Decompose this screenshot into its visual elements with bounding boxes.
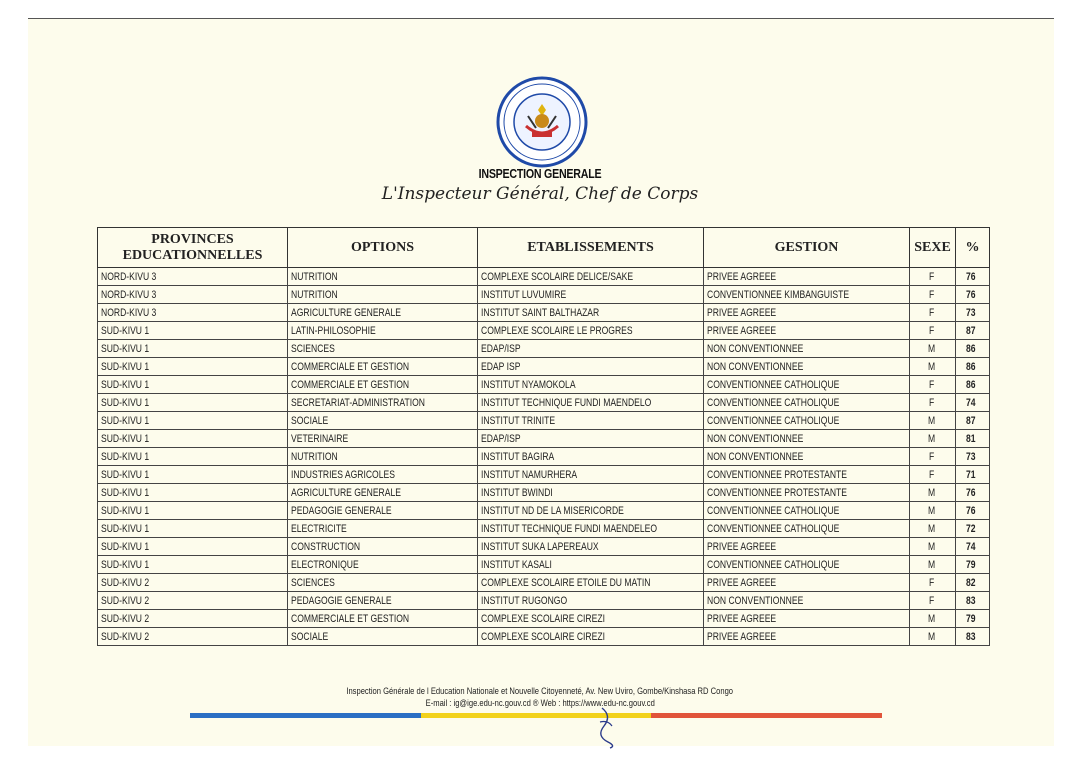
cell-sexe (910, 592, 956, 610)
cell-gestion (704, 592, 910, 610)
cell-option-text: NUTRITION (291, 450, 338, 463)
cell-gestion (704, 376, 910, 394)
cell-etablissement (478, 448, 704, 466)
cell-gestion-text: CONVENTIONNEE CATHOLIQUE (707, 522, 840, 535)
cell-percent-text: 87 (966, 414, 976, 427)
cell-etablissement (478, 358, 704, 376)
rdc-seal-logo (496, 76, 588, 168)
cell-sexe-text: F (929, 270, 935, 283)
cell-sexe (910, 412, 956, 430)
cell-gestion (704, 628, 910, 646)
cell-percent-text: 76 (966, 288, 976, 301)
footer-address-text: Inspection Générale de l Education Nationale et Nouvelle Citoyenneté, Av. New Uviro, Gombe/Kinshasa RD Congo (346, 686, 734, 697)
cell-province-text: SUD-KIVU 1 (101, 504, 150, 517)
cell-sexe (910, 502, 956, 520)
cell-option (288, 304, 478, 322)
cell-province-text: SUD-KIVU 1 (101, 486, 150, 499)
cell-percent-text: 76 (966, 486, 976, 499)
cell-province (98, 304, 288, 322)
cell-etablissement-text: INSTITUT KASALI (481, 558, 552, 571)
cell-option-text: ELECTRICITE (291, 522, 347, 535)
cell-gestion-text: CONVENTIONNEE CATHOLIQUE (707, 558, 840, 571)
cell-province-text: SUD-KIVU 1 (101, 378, 150, 391)
cell-sexe (910, 268, 956, 286)
cell-province (98, 358, 288, 376)
cell-province-text: SUD-KIVU 1 (101, 342, 150, 355)
table-row (98, 520, 990, 538)
cell-etablissement-text: EDAP/ISP (481, 342, 521, 355)
cell-option (288, 286, 478, 304)
cell-etablissement-text: COMPLEXE SCOLAIRE CIREZI (481, 612, 605, 625)
cell-percent-text: 81 (966, 432, 976, 445)
header-provinces: PROVINCES EDUCATIONNELLES (98, 228, 288, 268)
header-sexe: SEXE (910, 228, 956, 268)
cell-province-text: SUD-KIVU 1 (101, 558, 150, 571)
table-row (98, 556, 990, 574)
cell-province-text: NORD-KIVU 3 (101, 306, 157, 319)
cell-etablissement-text: INSTITUT BWINDI (481, 486, 553, 499)
cell-province (98, 412, 288, 430)
table-row (98, 610, 990, 628)
cell-sexe-text: M (927, 522, 936, 535)
cell-gestion-text: PRIVEE AGREEE (707, 576, 777, 589)
cell-province (98, 538, 288, 556)
table-row (98, 430, 990, 448)
cell-percent-text: 82 (966, 576, 976, 589)
cell-etablissement-text: INSTITUT SAINT BALTHAZAR (481, 306, 600, 319)
cell-province-text: SUD-KIVU 1 (101, 450, 150, 463)
cell-etablissement-text: INSTITUT SUKA LAPEREAUX (481, 540, 599, 553)
cell-gestion-text: NON CONVENTIONNEE (707, 360, 804, 373)
cell-etablissement (478, 538, 704, 556)
cell-province (98, 520, 288, 538)
cell-etablissement-text: INSTITUT TECHNIQUE FUNDI MAENDELEO (481, 522, 658, 535)
header-options: OPTIONS (288, 228, 478, 268)
cell-etablissement (478, 268, 704, 286)
cell-province-text: NORD-KIVU 3 (101, 288, 157, 301)
cell-percent (956, 304, 990, 322)
cell-option-text: SECRETARIAT-ADMINISTRATION (291, 396, 425, 409)
cell-gestion (704, 448, 910, 466)
cell-option-text: LATIN-PHILOSOPHIE (291, 324, 376, 337)
cell-gestion (704, 502, 910, 520)
table-row (98, 412, 990, 430)
cell-etablissement (478, 466, 704, 484)
cell-percent (956, 376, 990, 394)
cell-option (288, 610, 478, 628)
cell-sexe-text: F (929, 396, 935, 409)
cell-gestion-text: NON CONVENTIONNEE (707, 432, 804, 445)
cell-etablissement-text: COMPLEXE SCOLAIRE LE PROGRES (481, 324, 633, 337)
cell-province (98, 610, 288, 628)
header-subtitle: L'Inspecteur Général, Chef de Corps (381, 184, 699, 204)
cell-sexe (910, 286, 956, 304)
cell-sexe-text: M (927, 504, 936, 517)
cell-sexe-text: F (929, 306, 935, 319)
cell-gestion (704, 412, 910, 430)
cell-gestion-text: CONVENTIONNEE PROTESTANTE (707, 468, 847, 481)
cell-percent (956, 448, 990, 466)
header-etablissements: ETABLISSEMENTS (478, 228, 704, 268)
cell-percent (956, 322, 990, 340)
cell-option-text: VETERINAIRE (291, 432, 349, 445)
cell-sexe-text: F (929, 594, 935, 607)
cell-sexe-text: F (929, 324, 935, 337)
cell-percent (956, 394, 990, 412)
cell-etablissement (478, 484, 704, 502)
cell-gestion-text: PRIVEE AGREEE (707, 270, 777, 283)
cell-option (288, 376, 478, 394)
cell-sexe-text: F (929, 378, 935, 391)
cell-option (288, 556, 478, 574)
cell-option (288, 358, 478, 376)
cell-gestion-text: NON CONVENTIONNEE (707, 594, 804, 607)
cell-sexe-text: F (929, 468, 935, 481)
cell-option (288, 394, 478, 412)
cell-province-text: SUD-KIVU 1 (101, 324, 150, 337)
cell-province (98, 340, 288, 358)
cell-gestion (704, 520, 910, 538)
cell-gestion-text: CONVENTIONNEE PROTESTANTE (707, 486, 847, 499)
cell-etablissement-text: EDAP ISP (481, 360, 521, 373)
cell-etablissement-text: EDAP/ISP (481, 432, 521, 445)
cell-percent-text: 83 (966, 630, 976, 643)
cell-province (98, 394, 288, 412)
cell-etablissement (478, 412, 704, 430)
cell-province (98, 430, 288, 448)
cell-percent-text: 79 (966, 612, 976, 625)
cell-option-text: AGRICULTURE GENERALE (291, 486, 401, 499)
cell-province-text: SUD-KIVU 1 (101, 540, 150, 553)
table-row (98, 376, 990, 394)
table-row (98, 502, 990, 520)
cell-gestion (704, 358, 910, 376)
table-row (98, 574, 990, 592)
cell-gestion-text: PRIVEE AGREEE (707, 630, 777, 643)
table-row (98, 538, 990, 556)
flag-red-segment (651, 713, 882, 718)
cell-province-text: SUD-KIVU 2 (101, 594, 150, 607)
cell-percent (956, 358, 990, 376)
table-row (98, 286, 990, 304)
cell-etablissement-text: INSTITUT ND DE LA MISERICORDE (481, 504, 624, 517)
cell-province-text: NORD-KIVU 3 (101, 270, 157, 283)
cell-gestion-text: CONVENTIONNEE CATHOLIQUE (707, 396, 840, 409)
cell-etablissement (478, 502, 704, 520)
cell-etablissement-text: INSTITUT NYAMOKOLA (481, 378, 576, 391)
cell-option-text: INDUSTRIES AGRICOLES (291, 468, 395, 481)
cell-sexe-text: M (927, 486, 936, 499)
cell-percent-text: 86 (966, 360, 976, 373)
cell-option-text: CONSTRUCTION (291, 540, 361, 553)
cell-option (288, 322, 478, 340)
cell-province-text: SUD-KIVU 2 (101, 612, 150, 625)
header-percent: % (956, 228, 990, 268)
cell-province (98, 592, 288, 610)
cell-etablissement (478, 322, 704, 340)
cell-option-text: SOCIALE (291, 630, 329, 643)
cell-gestion-text: CONVENTIONNEE CATHOLIQUE (707, 378, 840, 391)
cell-option-text: PEDAGOGIE GENERALE (291, 504, 392, 517)
cell-province-text: SUD-KIVU 1 (101, 468, 150, 481)
cell-sexe-text: M (927, 360, 936, 373)
table-row (98, 358, 990, 376)
cell-etablissement (478, 286, 704, 304)
cell-percent-text: 71 (966, 468, 976, 481)
cell-province (98, 484, 288, 502)
flag-color-bar (190, 713, 882, 718)
table-row (98, 466, 990, 484)
cell-percent-text: 76 (966, 270, 976, 283)
cell-gestion-text: PRIVEE AGREEE (707, 306, 777, 319)
cell-sexe-text: M (927, 630, 936, 643)
cell-etablissement-text: COMPLEXE SCOLAIRE ETOILE DU MATIN (481, 576, 651, 589)
cell-option-text: ELECTRONIQUE (291, 558, 359, 571)
cell-etablissement-text: INSTITUT BAGIRA (481, 450, 555, 463)
cell-option-text: COMMERCIALE ET GESTION (291, 360, 410, 373)
table-row (98, 340, 990, 358)
cell-sexe-text: M (927, 414, 936, 427)
cell-sexe (910, 484, 956, 502)
cell-option (288, 268, 478, 286)
cell-percent (956, 502, 990, 520)
cell-percent-text: 73 (966, 450, 976, 463)
cell-percent-text: 73 (966, 306, 976, 319)
cell-province (98, 376, 288, 394)
cell-gestion (704, 286, 910, 304)
cell-province (98, 628, 288, 646)
cell-etablissement-text: INSTITUT LUVUMIRE (481, 288, 567, 301)
cell-province (98, 556, 288, 574)
cell-etablissement (478, 574, 704, 592)
handwritten-signature (596, 704, 618, 750)
cell-percent-text: 74 (966, 396, 976, 409)
cell-percent (956, 430, 990, 448)
cell-option-text: COMMERCIALE ET GESTION (291, 378, 410, 391)
cell-percent (956, 466, 990, 484)
cell-percent (956, 592, 990, 610)
cell-province (98, 502, 288, 520)
cell-option (288, 412, 478, 430)
table-row (98, 628, 990, 646)
cell-option-text: SCIENCES (291, 576, 335, 589)
cell-percent (956, 628, 990, 646)
cell-option (288, 520, 478, 538)
cell-sexe-text: M (927, 342, 936, 355)
cell-gestion (704, 466, 910, 484)
cell-gestion (704, 340, 910, 358)
cell-percent (956, 412, 990, 430)
cell-gestion (704, 304, 910, 322)
cell-percent-text: 86 (966, 342, 976, 355)
cell-sexe-text: F (929, 576, 935, 589)
cell-sexe-text: F (929, 288, 935, 301)
cell-sexe (910, 448, 956, 466)
cell-option (288, 628, 478, 646)
cell-option-text: AGRICULTURE GENERALE (291, 306, 401, 319)
cell-etablissement (478, 430, 704, 448)
cell-option-text: COMMERCIALE ET GESTION (291, 612, 410, 625)
results-table (97, 227, 990, 646)
cell-gestion-text: PRIVEE AGREEE (707, 324, 777, 337)
table-header-row (98, 228, 990, 268)
cell-sexe (910, 538, 956, 556)
cell-percent (956, 556, 990, 574)
cell-sexe (910, 394, 956, 412)
cell-gestion (704, 394, 910, 412)
cell-sexe (910, 466, 956, 484)
cell-etablissement-text: COMPLEXE SCOLAIRE CIREZI (481, 630, 605, 643)
cell-province (98, 448, 288, 466)
cell-option-text: PEDAGOGIE GENERALE (291, 594, 392, 607)
cell-option (288, 502, 478, 520)
cell-province (98, 574, 288, 592)
cell-sexe (910, 340, 956, 358)
cell-gestion-text: PRIVEE AGREEE (707, 540, 777, 553)
cell-option-text: NUTRITION (291, 270, 338, 283)
cell-gestion (704, 538, 910, 556)
cell-percent (956, 268, 990, 286)
header-title: INSPECTION GENERALE (478, 166, 602, 181)
cell-etablissement (478, 592, 704, 610)
cell-province-text: SUD-KIVU 1 (101, 414, 150, 427)
cell-gestion-text: CONVENTIONNEE CATHOLIQUE (707, 504, 840, 517)
cell-province-text: SUD-KIVU 1 (101, 396, 150, 409)
cell-etablissement (478, 520, 704, 538)
cell-etablissement (478, 340, 704, 358)
table-row (98, 484, 990, 502)
cell-gestion (704, 484, 910, 502)
cell-sexe (910, 574, 956, 592)
cell-percent (956, 484, 990, 502)
cell-gestion (704, 430, 910, 448)
cell-sexe (910, 322, 956, 340)
cell-etablissement-text: INSTITUT NAMURHERA (481, 468, 578, 481)
cell-sexe-text: M (927, 540, 936, 553)
table-body (98, 268, 990, 646)
cell-gestion-text: NON CONVENTIONNEE (707, 450, 804, 463)
cell-gestion (704, 574, 910, 592)
cell-etablissement (478, 304, 704, 322)
cell-percent-text: 76 (966, 504, 976, 517)
cell-province-text: SUD-KIVU 2 (101, 576, 150, 589)
cell-percent-text: 79 (966, 558, 976, 571)
cell-sexe (910, 520, 956, 538)
cell-sexe-text: M (927, 612, 936, 625)
cell-gestion-text: PRIVEE AGREEE (707, 612, 777, 625)
table-row (98, 394, 990, 412)
cell-percent-text: 83 (966, 594, 976, 607)
cell-gestion (704, 322, 910, 340)
cell-sexe-text: F (929, 450, 935, 463)
cell-option (288, 484, 478, 502)
cell-option-text: SOCIALE (291, 414, 329, 427)
table-row (98, 304, 990, 322)
cell-option-text: SCIENCES (291, 342, 335, 355)
cell-option (288, 592, 478, 610)
cell-sexe (910, 556, 956, 574)
cell-gestion-text: CONVENTIONNEE CATHOLIQUE (707, 414, 840, 427)
cell-sexe-text: M (927, 432, 936, 445)
cell-percent-text: 74 (966, 540, 976, 553)
cell-etablissement (478, 376, 704, 394)
cell-sexe (910, 628, 956, 646)
cell-etablissement-text: INSTITUT RUGONGO (481, 594, 568, 607)
cell-sexe (910, 358, 956, 376)
cell-etablissement-text: INSTITUT TRINITE (481, 414, 556, 427)
cell-percent-text: 86 (966, 378, 976, 391)
cell-etablissement (478, 628, 704, 646)
cell-option (288, 466, 478, 484)
cell-gestion (704, 268, 910, 286)
table-row (98, 592, 990, 610)
footer-address (0, 686, 1080, 697)
table-row (98, 322, 990, 340)
cell-sexe (910, 430, 956, 448)
cell-sexe-text: M (927, 558, 936, 571)
cell-sexe (910, 304, 956, 322)
cell-province-text: SUD-KIVU 2 (101, 630, 150, 643)
footer-contact (0, 698, 1080, 709)
cell-option (288, 574, 478, 592)
cell-province (98, 466, 288, 484)
cell-option-text: NUTRITION (291, 288, 338, 301)
table-row (98, 448, 990, 466)
cell-province (98, 268, 288, 286)
cell-etablissement (478, 394, 704, 412)
cell-percent-text: 87 (966, 324, 976, 337)
cell-province (98, 322, 288, 340)
cell-province-text: SUD-KIVU 1 (101, 432, 150, 445)
cell-etablissement (478, 556, 704, 574)
table-row (98, 268, 990, 286)
cell-percent (956, 520, 990, 538)
cell-gestion-text: CONVENTIONNEE KIMBANGUISTE (707, 288, 850, 301)
cell-percent (956, 574, 990, 592)
header-gestion: GESTION (704, 228, 910, 268)
cell-etablissement-text: COMPLEXE SCOLAIRE DELICE/SAKE (481, 270, 634, 283)
cell-gestion (704, 610, 910, 628)
cell-option (288, 340, 478, 358)
cell-option (288, 430, 478, 448)
cell-sexe (910, 376, 956, 394)
cell-percent (956, 340, 990, 358)
cell-sexe (910, 610, 956, 628)
cell-gestion (704, 556, 910, 574)
cell-province-text: SUD-KIVU 1 (101, 360, 150, 373)
cell-gestion-text: NON CONVENTIONNEE (707, 342, 804, 355)
cell-province (98, 286, 288, 304)
cell-percent (956, 610, 990, 628)
cell-province-text: SUD-KIVU 1 (101, 522, 150, 535)
cell-etablissement (478, 610, 704, 628)
cell-percent (956, 538, 990, 556)
footer-contact-text: E-mail : ig@ige.edu-nc.gouv.cd ® Web : https://www.edu-nc.gouv.cd (425, 698, 655, 709)
cell-percent-text: 72 (966, 522, 976, 535)
cell-etablissement-text: INSTITUT TECHNIQUE FUNDI MAENDELO (481, 396, 652, 409)
flag-blue-segment (190, 713, 421, 718)
cell-percent (956, 286, 990, 304)
cell-option (288, 538, 478, 556)
cell-option (288, 448, 478, 466)
